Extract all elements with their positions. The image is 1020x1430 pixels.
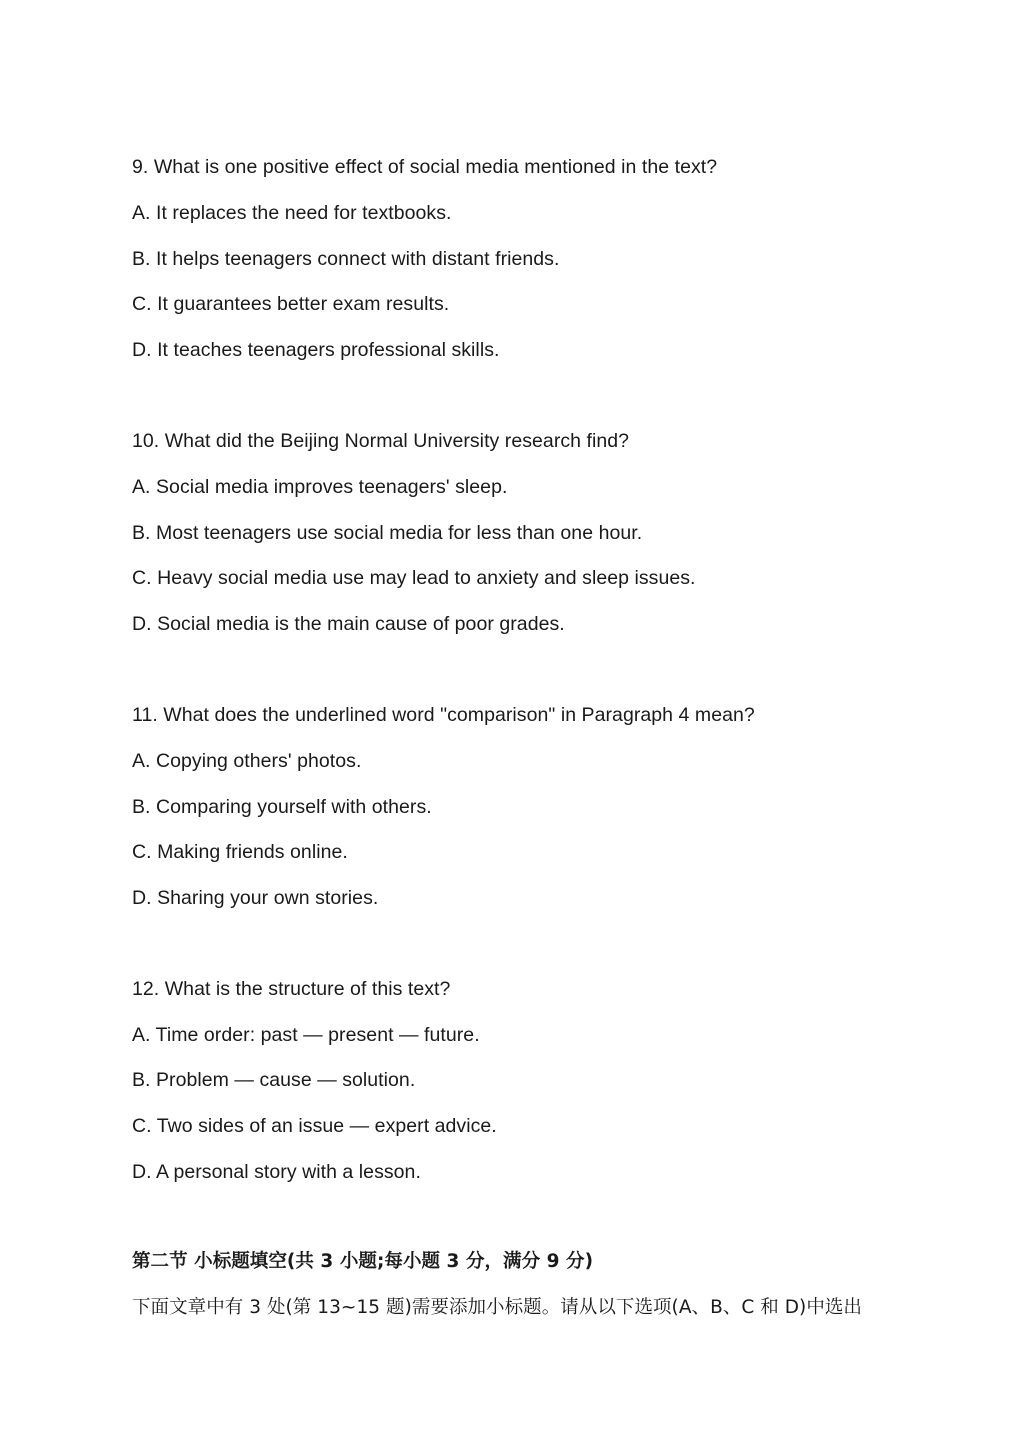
section-title: 第二节 小标题填空(共 3 小题;每小题 3 分，满分 9 分) — [132, 1251, 594, 1272]
section-instruction: 下面文章中有 3 处(第 13~15 题)需要添加小标题。请从以下选项(A、B、C 和 D)中选出 — [132, 1297, 862, 1318]
question-9-option-b: B. It helps teenagers connect with distant friends. — [132, 248, 560, 270]
question-11-option-a: A. Copying others' photos. — [132, 750, 362, 772]
question-10-option-d: D. Social media is the main cause of poor grades. — [132, 613, 565, 635]
question-9-option-a: A. It replaces the need for textbooks. — [132, 202, 452, 224]
question-10-option-a: A. Social media improves teenagers' sleep. — [132, 476, 508, 498]
question-12-option-b: B. Problem — cause — solution. — [132, 1069, 416, 1091]
question-10-option-c: C. Heavy social media use may lead to anxiety and sleep issues. — [132, 567, 696, 589]
question-10-stem: 10. What did the Beijing Normal University research find? — [132, 430, 630, 452]
question-12-option-d: D. A personal story with a lesson. — [132, 1161, 421, 1183]
question-12-stem: 12. What is the structure of this text? — [132, 978, 451, 1000]
question-9-option-c: C. It guarantees better exam results. — [132, 293, 450, 315]
question-11-stem: 11. What does the underlined word "comparison" in Paragraph 4 mean? — [132, 704, 755, 726]
question-11-option-b: B. Comparing yourself with others. — [132, 796, 432, 818]
question-12-option-c: C. Two sides of an issue — expert advice. — [132, 1115, 497, 1137]
question-9-stem: 9. What is one positive effect of social media mentioned in the text? — [132, 156, 718, 178]
question-12-option-a: A. Time order: past — present — future. — [132, 1024, 480, 1046]
question-11-option-c: C. Making friends online. — [132, 841, 348, 863]
question-9-option-d: D. It teaches teenagers professional skills. — [132, 339, 500, 361]
question-10-option-b: B. Most teenagers use social media for less than one hour. — [132, 522, 643, 544]
question-11-option-d: D. Sharing your own stories. — [132, 887, 379, 909]
